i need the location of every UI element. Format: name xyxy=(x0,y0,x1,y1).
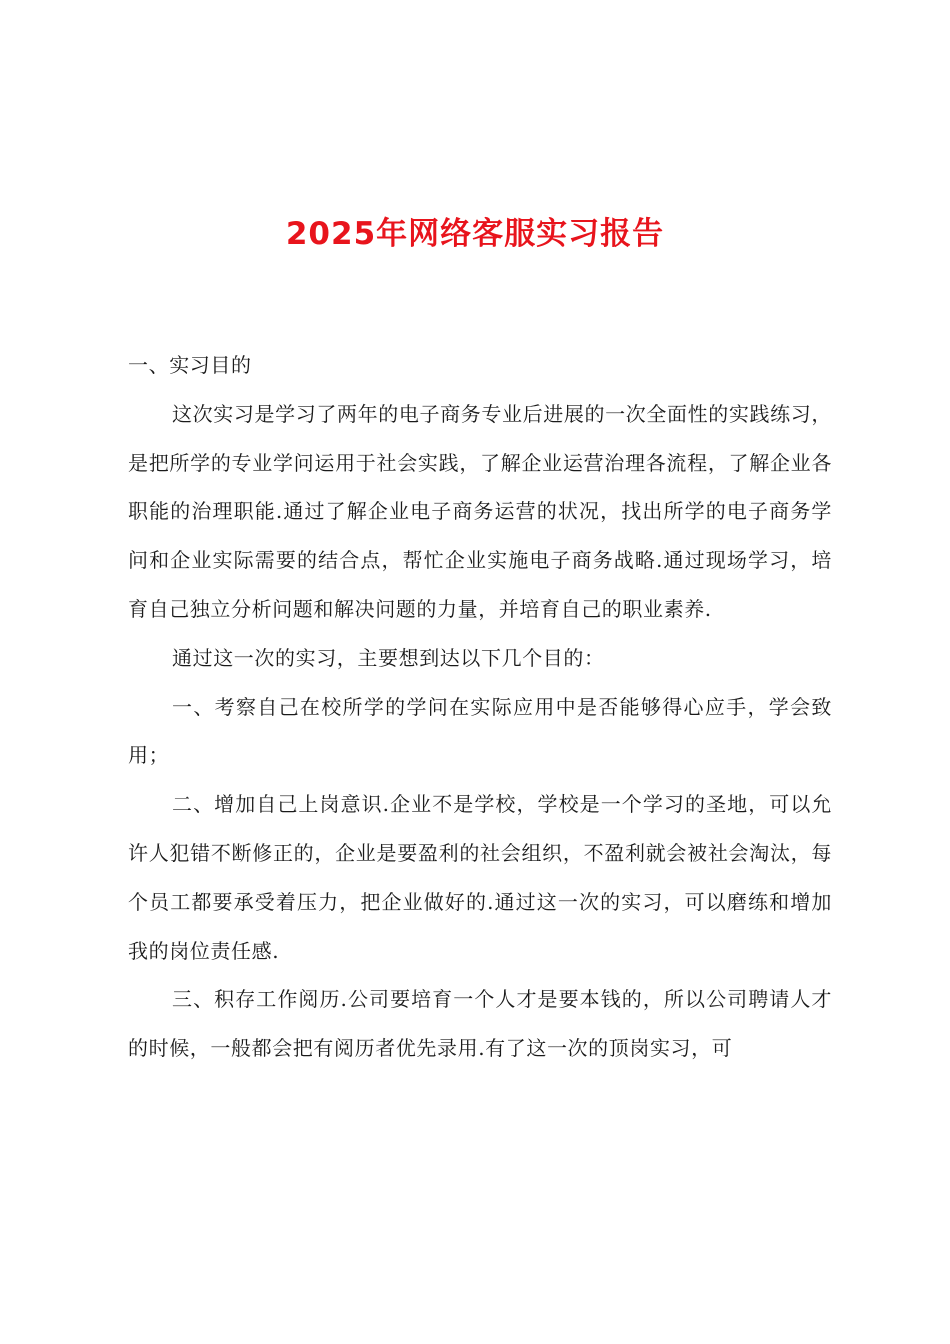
paragraph-goal-one: 一、考察自己在校所学的学问在实际应用中是否能够得心应手，学会致用； xyxy=(128,694,832,768)
section-heading: 一、实习目的 xyxy=(128,353,252,377)
paragraph-purpose: 这次实习是学习了两年的电子商务专业后进展的一次全面性的实践练习，是把所学的专业学问运用于社会实践，了解企业运营治理各流程，了解企业各职能的治理职能.通过了解企业电子商务运营的状况，找出所学的电子商务学问和企业实际需要的结合点，帮忙企业实施电子商务战略.通过现场学习，培育自己独立分析问题和解决问题的力量，并培育自己的职业素养. xyxy=(128,401,832,621)
paragraph-goal-three: 三、积存工作阅历.公司要培育一个人才是要本钱的，所以公司聘请人才的时候，一般都会把有阅历者优先录用.有了这一次的顶岗实习，可 xyxy=(128,987,832,1061)
document-body xyxy=(128,341,832,1073)
paragraph-goals-intro: 通过这一次的实习，主要想到达以下几个目的： xyxy=(172,645,605,670)
document-title: 2025年网络客服实习报告 xyxy=(285,216,665,252)
paragraph-goal-two: 二、增加自己上岗意识.企业不是学校，学校是一个学习的圣地，可以允许人犯错不断修正的，企业是要盈利的社会组织，不盈利就会被社会淘汰，每个员工都要承受着压力，把企业做好的.通过这一次的实习，可以磨练和增加我的岗位责任感. xyxy=(128,792,832,963)
